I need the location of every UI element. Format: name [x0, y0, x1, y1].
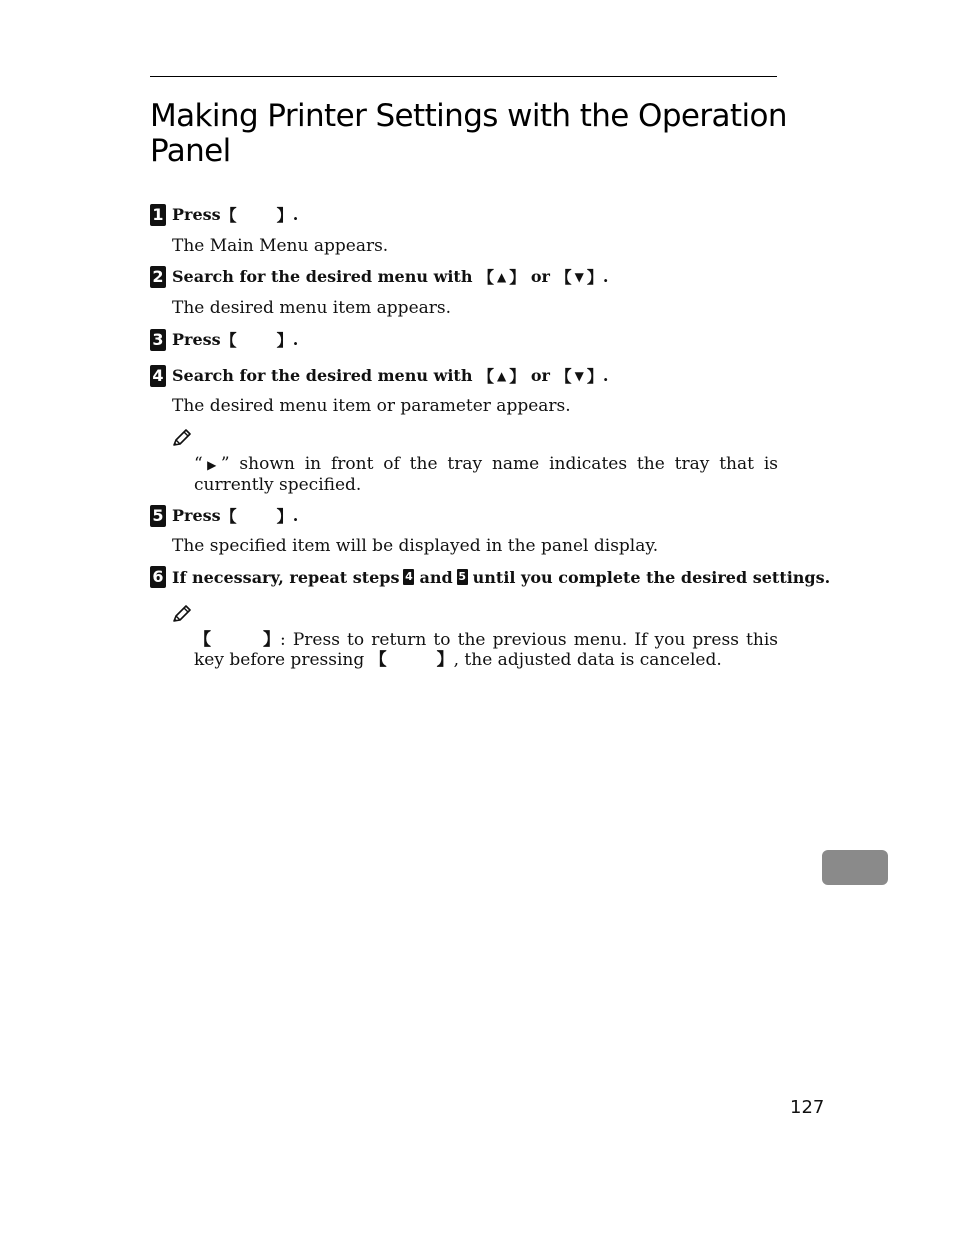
pencil-note-icon: [172, 605, 192, 623]
down-key: 【 ▼ 】: [555, 268, 603, 287]
step-4-result: The desired menu item or parameter appears.: [172, 396, 571, 416]
step-2-result: The desired menu item appears.: [172, 298, 452, 318]
step-3-label: Press: [172, 330, 221, 349]
step-5: 5 Press 【 】 .: [150, 504, 298, 527]
note-escape-key: 【 】 : Press to return to the previous menu. If you press this key before pressing 【 】 , the adjusted data is canceled.: [194, 630, 778, 670]
step-5-label: Press: [172, 506, 221, 525]
chapter-thumb-tab: [822, 850, 888, 885]
escape-key: 【 】: [194, 630, 280, 650]
step-ref-4: 4: [405, 570, 413, 583]
page-title: Making Printer Settings with the Operation Panel: [150, 98, 787, 169]
down-key: 【 ▼ 】: [555, 367, 603, 386]
step-ref-5: 5: [458, 570, 466, 583]
step-5-result: The specified item will be displayed in the panel display.: [172, 536, 659, 556]
step-6: 6 If necessary, repeat steps 4 and 5 until you complete the desired settings.: [150, 566, 830, 588]
step-4: 4 Search for the desired menu with 【 ▲ 】 or 【 ▼ 】 .: [150, 364, 608, 387]
step-2-label: Search for the desired menu with: [172, 267, 473, 286]
menu-key: 【 】: [220, 331, 293, 350]
step-number-4: 4: [150, 365, 166, 387]
step-number-3: 3: [150, 329, 166, 351]
menu-key: 【 】: [220, 507, 293, 526]
up-key: 【 ▲ 】: [478, 268, 526, 287]
step-2: 2 Search for the desired menu with 【 ▲ 】 or 【 ▼ 】 .: [150, 265, 608, 288]
step-number-1: 1: [150, 204, 166, 226]
pencil-note-icon: [172, 429, 192, 447]
menu-key: 【 】: [220, 206, 293, 225]
triangle-right-icon: ▶: [202, 458, 221, 472]
step-number-2: 2: [150, 266, 166, 288]
up-arrow-icon: ▲: [497, 368, 507, 383]
step-number-5: 5: [150, 505, 166, 527]
step-1: 1 Press 【 】 .: [150, 203, 298, 226]
enter-key: 【 】: [369, 650, 454, 670]
down-arrow-icon: ▼: [574, 269, 584, 284]
step-1-label: Press: [172, 205, 221, 224]
step-4-label: Search for the desired menu with: [172, 366, 473, 385]
step-number-6: 6: [150, 566, 166, 588]
step-1-result: The Main Menu appears.: [172, 236, 389, 256]
page-number: 127: [790, 1097, 825, 1118]
up-key: 【 ▲ 】: [478, 367, 526, 386]
header-rule: [150, 76, 777, 77]
down-arrow-icon: ▼: [574, 368, 584, 383]
up-arrow-icon: ▲: [497, 269, 507, 284]
note-tray-indicator: “▶” shown in front of the tray name indicates the tray that is currently specified.: [194, 454, 778, 495]
step-3: 3 Press 【 】 .: [150, 328, 298, 351]
